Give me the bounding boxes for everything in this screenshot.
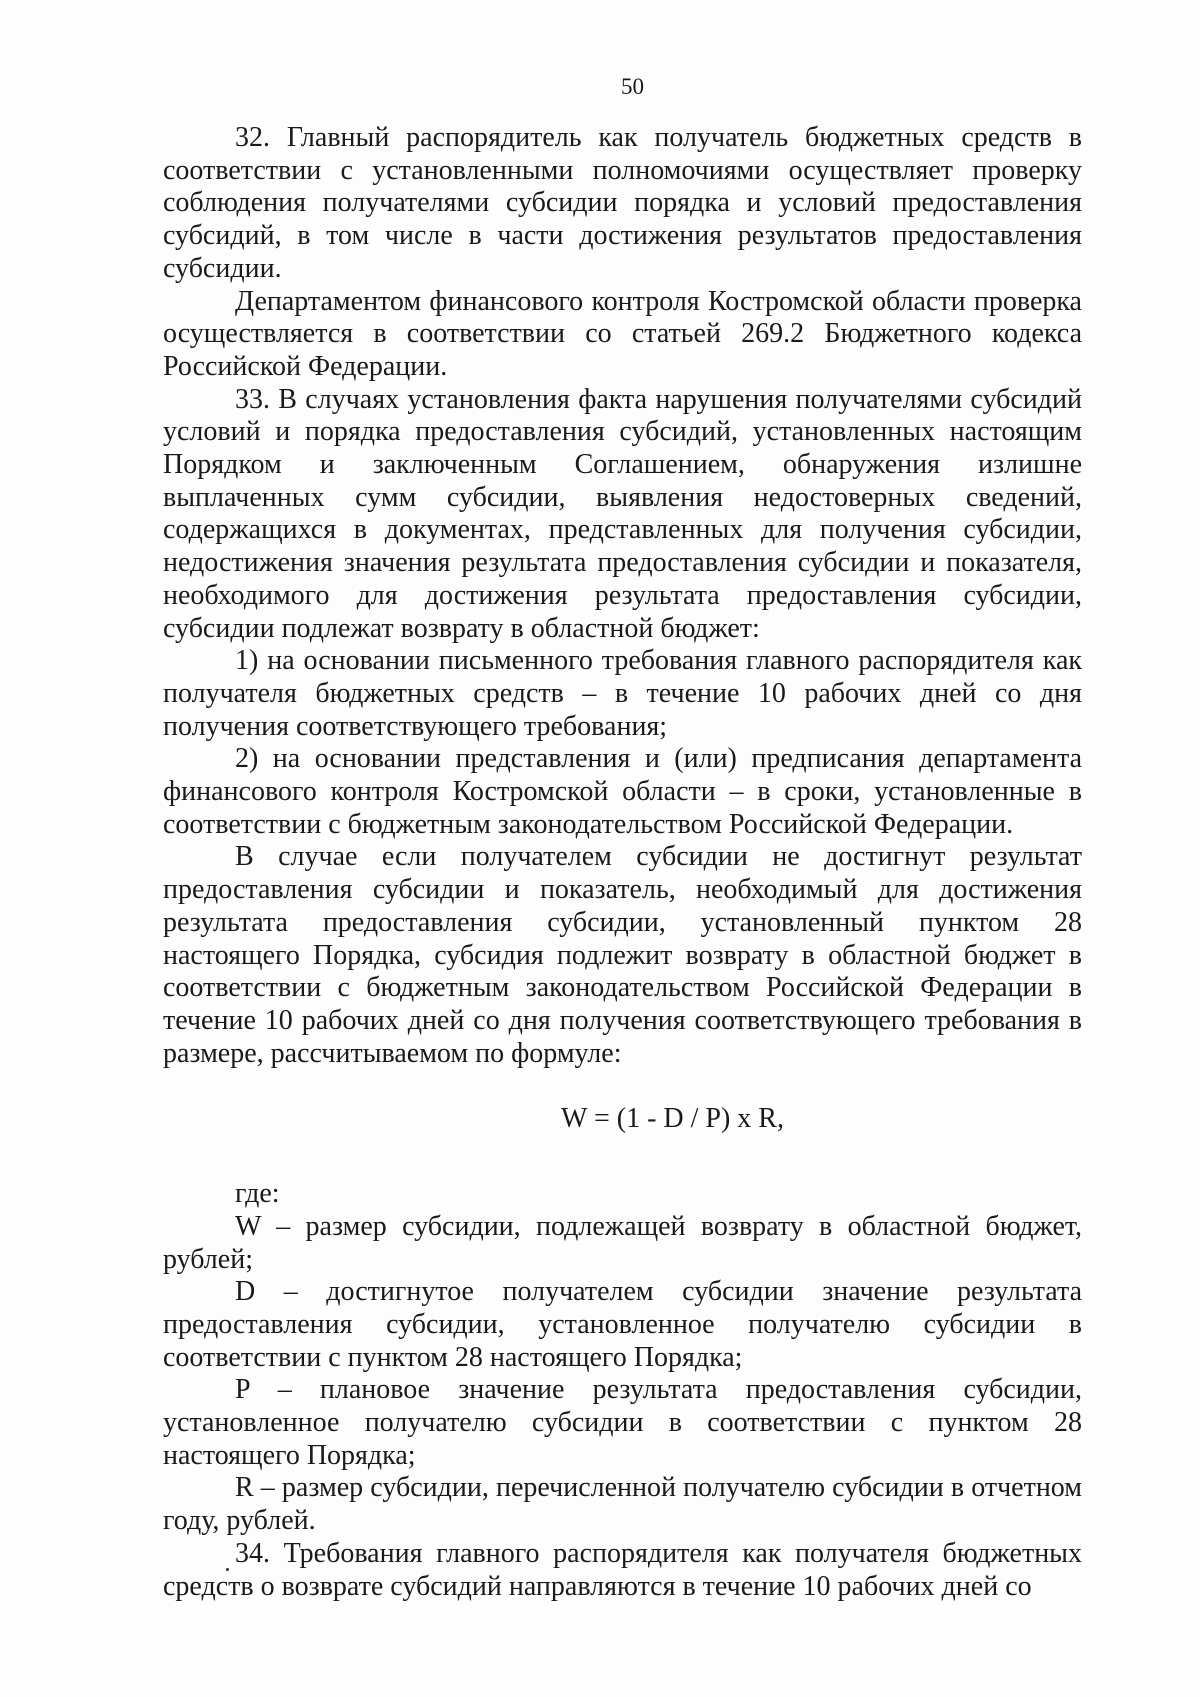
definition-p: P – плановое значение результата предоставления субсидии, установленное получателю субсидии в соответствии с пунктом 28 настоящего Порядка; — [163, 1374, 1082, 1471]
where-label: где: — [235, 1178, 280, 1210]
definition-r: R – размер субсидии, перечисленной получателю субсидии в отчетном году, рублей. — [163, 1472, 1082, 1537]
formula: W = (1 - D / P) x R, — [561, 1103, 784, 1135]
paragraph-formula-intro: В случае если получателем субсидии не достигнут результат предоставления субсидии и показатель, необходимый для достижения результата предоставления субсидии, установленный пунктом 28 настоящего Порядка, субсидия подлежит возврату в областной бюджет в соответствии с бюджетным законодательством Российской Федерации в течение 10 рабочих дней со дня получения соответствующего требования в размере, рассчитываемом по формуле: — [163, 841, 1082, 1069]
paragraph-33: 33. В случаях установления факта нарушения получателями субсидий условий и порядка предоставления субсидий, установленных настоящим Порядком и заключенным Соглашением, обнаружения излишне выплаченных сумм субсидии, выявления недостоверных сведений, содержащихся в документах, представленных для получения субсидии, недостижения значения результата предоставления субсидии и показателя, необходимого для достижения результата предоставления субсидии, субсидии подлежат возврату в областной бюджет: — [163, 383, 1082, 644]
scan-speck — [226, 1568, 229, 1571]
definition-d: D – достигнутое получателем субсидии значение результата предоставления субсидии, установленное получателю субсидии в соответствии с пунктом 28 настоящего Порядка; — [163, 1276, 1082, 1373]
page-number: 50 — [621, 74, 644, 99]
document-body — [163, 122, 1082, 1603]
list-item-2: 2) на основании представления и (или) предписания департамента финансового контроля Костромской области – в сроки, установленные в соответствии с бюджетным законодательством Российской Федерации. — [163, 743, 1082, 840]
list-item-1: 1) на основании письменного требования главного распорядителя как получателя бюджетных средств – в течение 10 рабочих дней со дня получения соответствующего требования; — [163, 645, 1082, 742]
paragraph-34: 34. Требования главного распорядителя как получателя бюджетных средств о возврате субсидий направляются в течение 10 рабочих дней со — [163, 1537, 1082, 1602]
definition-w: W – размер субсидии, подлежащей возврату в областной бюджет, рублей; — [163, 1210, 1082, 1275]
paragraph-control-department: Департаментом финансового контроля Костромской области проверка осуществляется в соответствии со статьей 269.2 Бюджетного кодекса Российской Федерации. — [163, 285, 1082, 382]
paragraph-32: 32. Главный распорядитель как получатель бюджетных средств в соответствии с установленными полномочиями осуществляет проверку соблюдения получателями субсидии порядка и условий предоставления субсидий, в том числе в части достижения результатов предоставления субсидии. — [163, 122, 1082, 284]
